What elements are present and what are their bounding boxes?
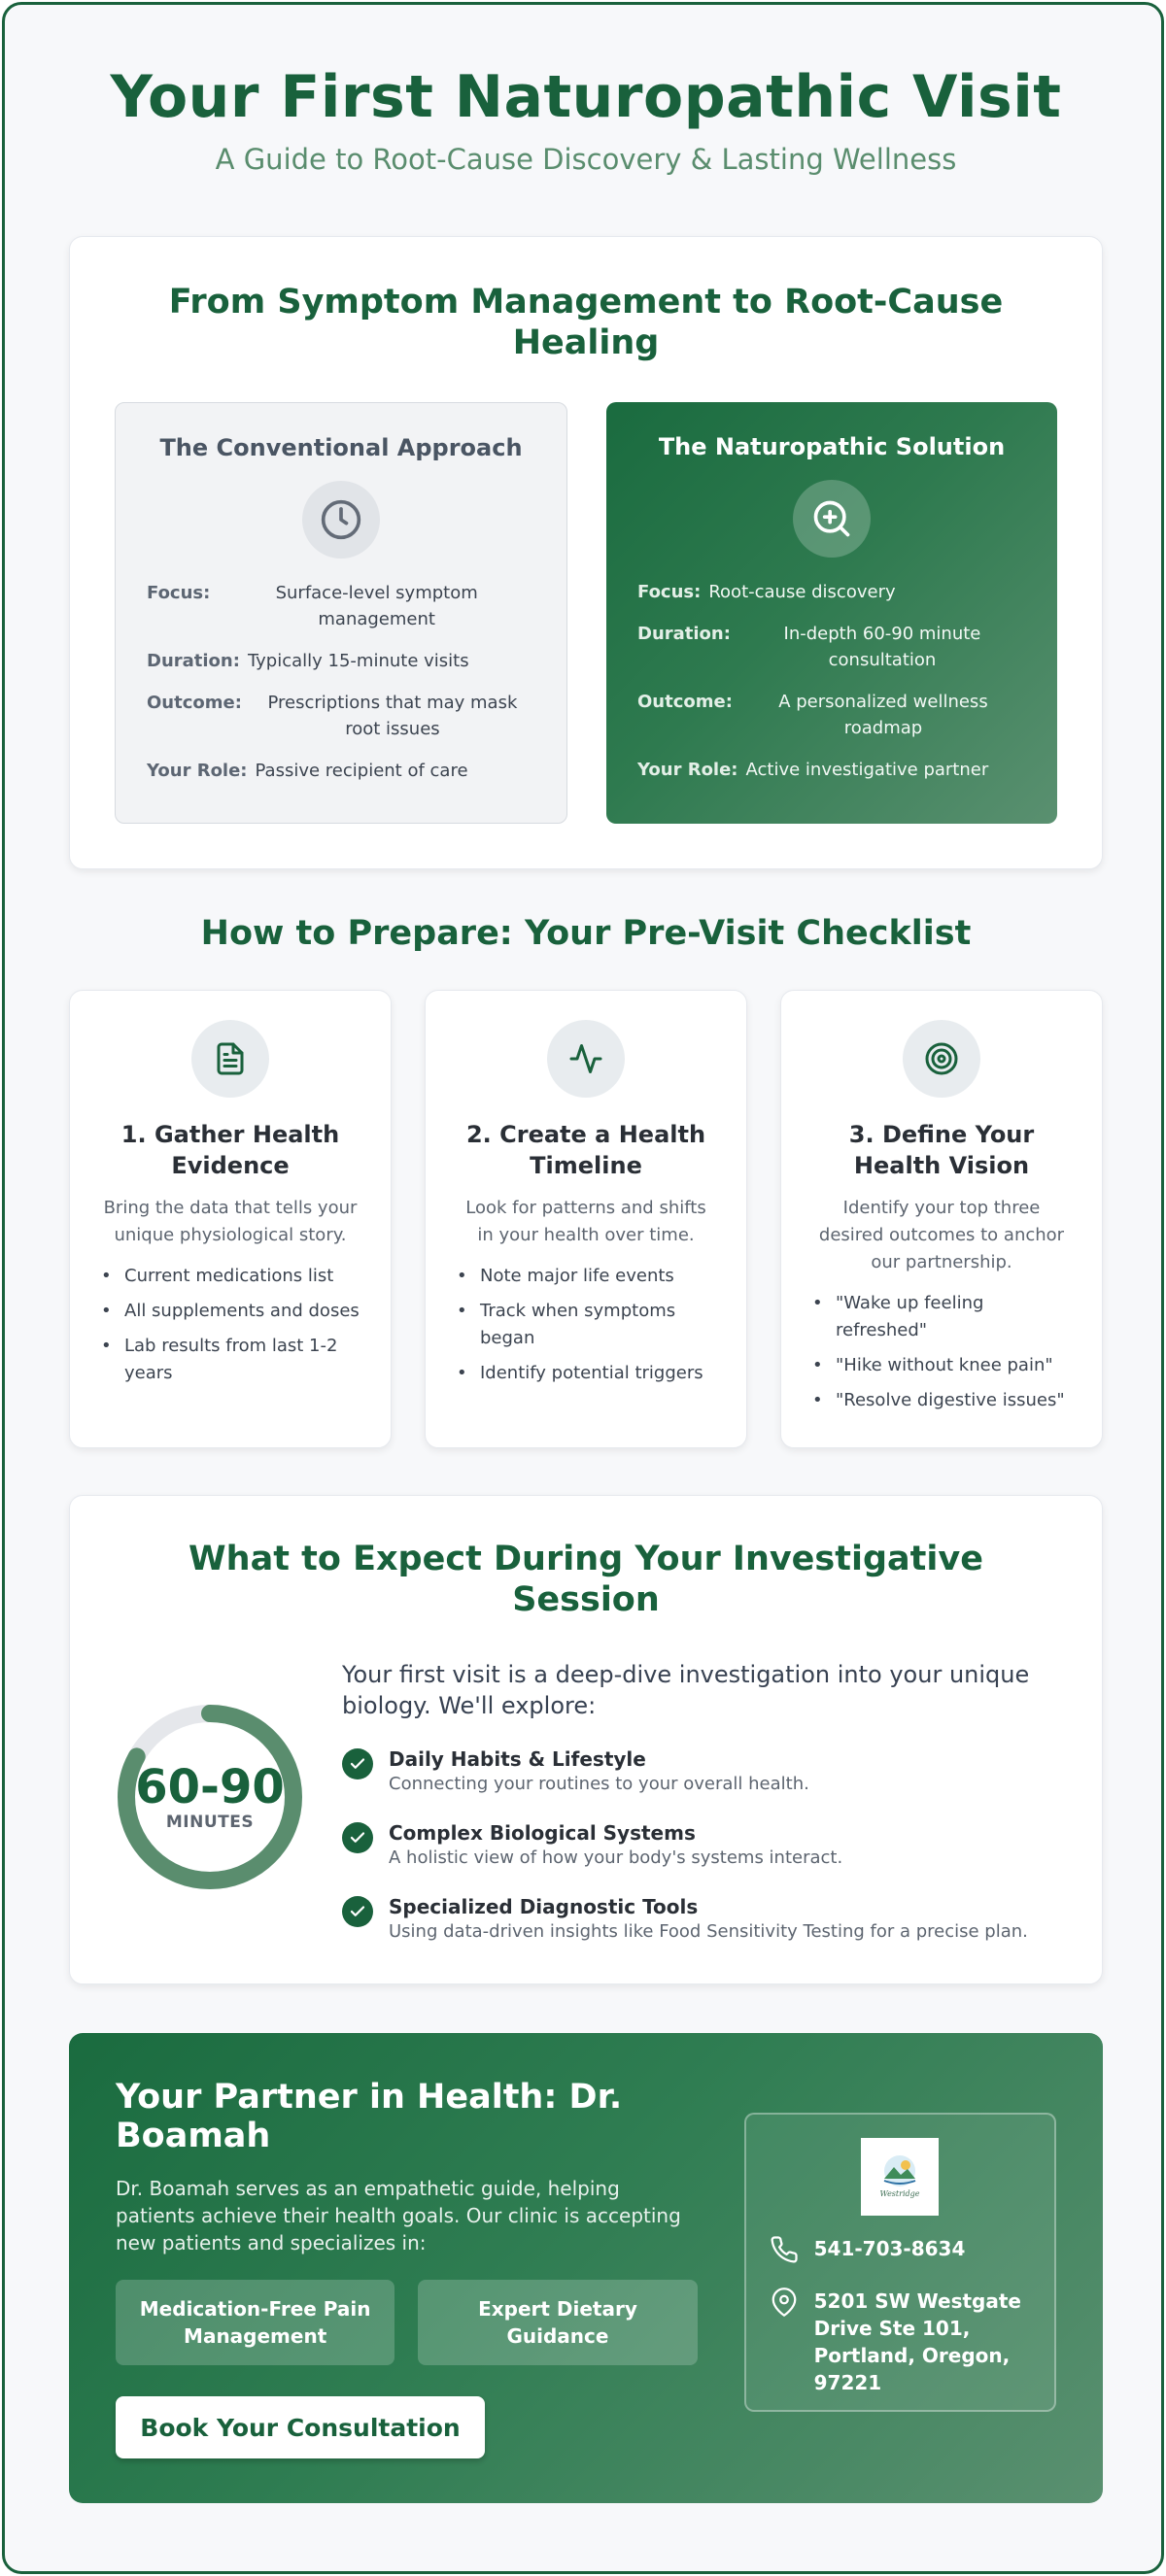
- comparison-grid: [115, 402, 1057, 824]
- conventional-title: The Conventional Approach: [159, 434, 523, 461]
- row-label: Focus:: [637, 582, 702, 602]
- page-title: Your First Naturopathic Visit: [110, 63, 1062, 131]
- expect-text: [389, 1894, 1028, 1945]
- phone-icon: [770, 2235, 801, 2268]
- list-item: • Identify potential triggers: [457, 1360, 715, 1387]
- list-item: • "Hike without knee pain": [812, 1352, 1071, 1379]
- step-card-evidence: [69, 990, 392, 1448]
- contact-card: [744, 2113, 1056, 2412]
- session-details: [342, 1659, 1055, 1945]
- expect-description: Using data-driven insights like Food Sensitivity Testing for a precise plan.: [389, 1921, 1028, 1942]
- book-consultation-button[interactable]: Book Your Consultation: [116, 2396, 485, 2458]
- naturopathic-duration-row: [637, 621, 1026, 673]
- session-section: [69, 1495, 1103, 1984]
- partner-title: Your Partner in Health: Dr. Boamah: [116, 2078, 623, 2155]
- conventional-duration-row: [147, 648, 535, 674]
- expect-description: A holistic view of how your body's systems interact.: [389, 1847, 843, 1868]
- naturopathic-role-row: [637, 757, 1026, 783]
- step-title: 3. Define Your Health Vision: [848, 1121, 1035, 1179]
- step-list: [101, 1263, 360, 1387]
- step-list: [457, 1263, 715, 1387]
- step-description: Identify your top three desired outcomes to anchor our partnership.: [818, 1198, 1065, 1272]
- row-label: Outcome:: [637, 692, 733, 712]
- partner-info: [116, 2078, 698, 2503]
- pulse-icon: [547, 1020, 625, 1098]
- row-label: Duration:: [147, 651, 240, 671]
- map-pin-icon: [770, 2288, 801, 2396]
- session-intro: Your first visit is a deep-dive investigation into your unique biology. We'll explore:: [342, 1661, 1030, 1719]
- session-title: What to Expect During Your Investigative Session: [189, 1540, 983, 1619]
- clinic-address: 5201 SW Westgate Drive Ste 101, Portland, Oregon, 97221: [813, 2289, 1021, 2394]
- expect-item-systems: [342, 1820, 1055, 1871]
- list-item: • Current medications list: [101, 1263, 360, 1290]
- partner-section: [69, 2033, 1103, 2503]
- row-label: Your Role:: [147, 761, 248, 781]
- naturopathic-title: The Naturopathic Solution: [658, 433, 1006, 460]
- check-icon: [342, 1748, 373, 1779]
- row-value: Prescriptions that may mask root issues: [267, 693, 518, 739]
- conventional-focus-row: [147, 580, 535, 632]
- clinic-logo: [861, 2138, 939, 2216]
- page-content: [69, 5, 1103, 2503]
- step-description: Look for patterns and shifts in your health over time.: [465, 1198, 706, 1245]
- specialty-tags: [116, 2280, 698, 2365]
- expect-text: [389, 1820, 842, 1871]
- gauge-unit: MINUTES: [165, 1813, 255, 1832]
- gauge-number: 60-90: [135, 1760, 285, 1814]
- list-item: • "Resolve digestive issues": [812, 1387, 1071, 1414]
- check-icon: [342, 1896, 373, 1927]
- naturopathic-focus-row: [637, 579, 1026, 605]
- naturopathic-card: [606, 402, 1057, 824]
- duration-gauge: [117, 1704, 303, 1890]
- naturopathic-outcome-row: [637, 689, 1026, 741]
- row-value: In-depth 60-90 minute consultation: [783, 624, 981, 670]
- checklist-steps: [69, 990, 1103, 1448]
- document-icon: [191, 1020, 269, 1098]
- row-label: Your Role:: [637, 760, 738, 780]
- expect-item-diagnostics: [342, 1894, 1055, 1945]
- phone-row[interactable]: [770, 2235, 1031, 2268]
- expect-title: Complex Biological Systems: [389, 1821, 696, 1845]
- session-body: [117, 1659, 1055, 1945]
- list-item: • Note major life events: [457, 1263, 715, 1290]
- checklist-title: How to Prepare: Your Pre-Visit Checklist: [200, 914, 972, 953]
- comparison-section: [69, 236, 1103, 869]
- step-list: [812, 1290, 1071, 1414]
- row-value: Surface-level symptom management: [275, 583, 478, 629]
- step-title: 2. Create a Health Timeline: [465, 1121, 706, 1179]
- specialty-tag: Medication-Free Pain Management: [116, 2280, 394, 2365]
- specialty-tag: Expert Dietary Guidance: [418, 2280, 697, 2365]
- conventional-outcome-row: [147, 690, 535, 742]
- page-frame: [2, 2, 1164, 2574]
- gauge-label: [117, 1704, 303, 1890]
- zoom-in-icon: [793, 480, 871, 558]
- list-item: • All supplements and doses: [101, 1298, 360, 1325]
- list-item: • Track when symptoms began: [457, 1298, 715, 1352]
- address-row: [770, 2288, 1031, 2396]
- expect-text: [389, 1746, 809, 1797]
- page-subtitle: A Guide to Root-Cause Discovery & Lasting Wellness: [215, 143, 957, 176]
- row-value: Passive recipient of care: [255, 761, 468, 781]
- conventional-card: [115, 402, 567, 824]
- check-icon: [342, 1822, 373, 1853]
- expect-item-habits: [342, 1746, 1055, 1797]
- conventional-role-row: [147, 758, 535, 784]
- clinic-logo-image: [869, 2146, 931, 2208]
- target-icon: [903, 1020, 980, 1098]
- row-label: Outcome:: [147, 693, 242, 713]
- logo-wordmark: Westridge: [879, 2189, 920, 2198]
- list-item: • Lab results from last 1-2 years: [101, 1333, 360, 1387]
- row-value: Root-cause discovery: [708, 582, 896, 602]
- comparison-title: From Symptom Management to Root-Cause Healing: [168, 283, 1004, 362]
- step-title: 1. Gather Health Evidence: [120, 1121, 340, 1179]
- expect-title: Daily Habits & Lifestyle: [389, 1747, 646, 1771]
- row-value: A personalized wellness roadmap: [778, 692, 988, 738]
- step-card-timeline: [425, 990, 747, 1448]
- row-value: Active investigative partner: [745, 760, 989, 780]
- phone-number: 541-703-8634: [813, 2237, 966, 2260]
- expect-description: Connecting your routines to your overall health.: [389, 1774, 809, 1794]
- step-description: Bring the data that tells your unique physiological story.: [103, 1198, 358, 1245]
- step-card-vision: [780, 990, 1103, 1448]
- row-label: Duration:: [637, 624, 731, 644]
- expect-title: Specialized Diagnostic Tools: [389, 1895, 699, 1918]
- row-label: Focus:: [147, 583, 211, 603]
- partner-description: Dr. Boamah serves as an empathetic guide, helping patients achieve their health goals. Our clinic is accepting new patients and specializes in:: [116, 2177, 681, 2254]
- clock-icon: [302, 481, 380, 559]
- list-item: • "Wake up feeling refreshed": [812, 1290, 1071, 1344]
- row-value: Typically 15-minute visits: [247, 651, 469, 671]
